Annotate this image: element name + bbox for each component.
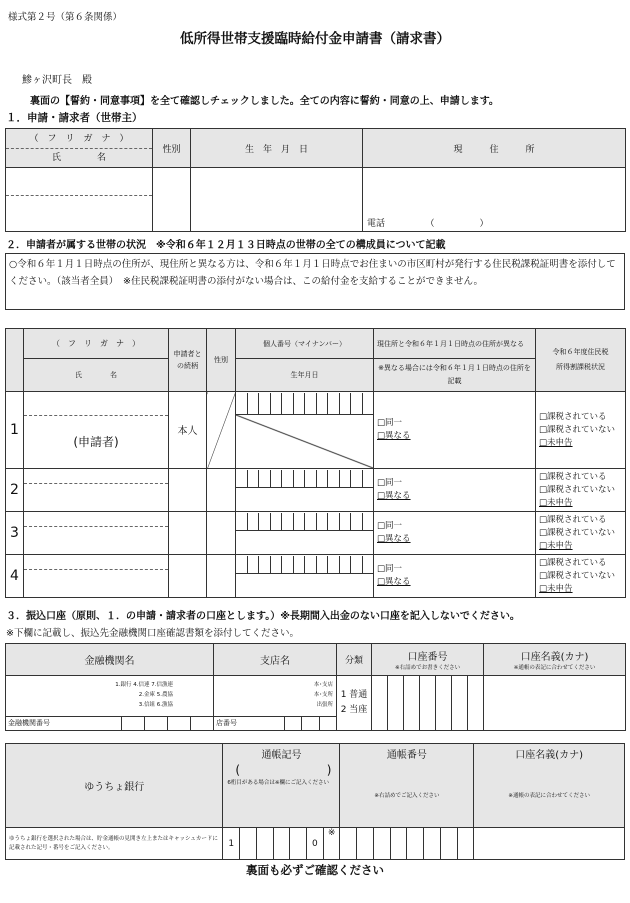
form-title: 低所得世帯支援臨時給付金申請書（請求書） <box>180 31 450 47</box>
holder-field[interactable] <box>484 676 626 731</box>
tsucho-digit[interactable] <box>457 828 474 860</box>
form-number: 様式第２号（第６条関係） <box>8 12 123 23</box>
member-row-1 <box>6 392 626 469</box>
tsucho-digit[interactable] <box>390 828 407 860</box>
addressee: 鯵ヶ沢町長 殿 <box>22 75 92 86</box>
declaration: 裏面の【誓約・同意事項】を全て確認しチェックしました。全ての内容に誓約・同意の上、申請します。 <box>30 96 499 107</box>
branch-number-label: 店番号 <box>216 718 237 727</box>
acct-digit[interactable] <box>452 676 468 731</box>
phone-label: 電話 （ ） <box>367 219 489 229</box>
member-tax-status[interactable]: □課税されている □課税されていない □未申告 <box>536 512 626 555</box>
applicant-birth-field[interactable] <box>191 168 363 232</box>
tsucho-digit[interactable] <box>373 828 390 860</box>
member-address-check[interactable]: □同一 □異なる <box>374 469 536 512</box>
h-tax: 令和６年度住民税所得割課税状況 <box>536 329 626 392</box>
residence-note: ○令和６年１月１日時点の住所が、現住所と異なる方は、令和６年１月１日時点でお住まいの市区町村が発行する住民税課税証明書を添付してください。（該当者全員） ※住民税課税証明書の添付がない場合は、この給付金を支給することができません。 <box>5 253 625 310</box>
member-row-2 <box>6 469 626 512</box>
row-number: 3 <box>6 512 24 555</box>
member-tax-status[interactable]: □課税されている □課税されていない □未申告 <box>536 469 626 512</box>
tsucho-no-header: 通帳番号 ※右詰めでご記入ください <box>340 744 474 828</box>
holder-header: 口座名義(カナ) ※通帳の表記に合わせてください <box>484 644 626 676</box>
member-mynumber-birth[interactable] <box>236 555 374 598</box>
kigo-extra-digit[interactable]: ※ <box>323 828 340 860</box>
h-addr-top: 現住所と令和６年１月１日時点の住所が異なる <box>374 329 536 359</box>
h-gender: 性別 <box>207 329 236 392</box>
member-tax-status[interactable]: □課税されている □課税されていない □未申告 <box>536 392 626 469</box>
applicant-table <box>5 128 626 232</box>
member-relation: 本人 <box>169 392 207 469</box>
household-table <box>5 328 626 598</box>
section1-heading: １．申請・請求者（世帯主） <box>6 112 143 124</box>
birth-header: 生 年 月 日 <box>191 129 363 168</box>
kigo-digit-0: 0 <box>307 828 324 860</box>
tsucho-digit[interactable] <box>340 828 357 860</box>
h-furigana: （ フ リ ガ ナ ） <box>24 329 169 359</box>
gender-header: 性別 <box>153 129 191 168</box>
member-mynumber-birth[interactable] <box>236 469 374 512</box>
h-addr-bottom: ※異なる場合には令和６年１月１日時点の住所を記載 <box>374 359 536 392</box>
acct-digit[interactable] <box>388 676 404 731</box>
section3-note: ※下欄に記載し、振込先金融機関口座確認書類を添付してください。 <box>6 628 299 639</box>
tsucho-digit[interactable] <box>407 828 424 860</box>
acct-digit[interactable] <box>404 676 420 731</box>
member-relation[interactable] <box>169 469 207 512</box>
member-row-3 <box>6 512 626 555</box>
yucho-table <box>5 743 625 860</box>
kigo-digit-1: 1 <box>223 828 240 860</box>
type-header: 分類 <box>337 644 372 676</box>
bank-header: 金融機関名 <box>6 644 214 676</box>
yucho-note: ゆうちょ銀行を選択された場合は、貯金通帳の見開き左上またはキャッシュカードに記載された記号・番号をご記入ください。 <box>6 828 223 860</box>
address-header: 現 住 所 <box>363 129 626 168</box>
tsucho-digit[interactable] <box>357 828 374 860</box>
applicant-address-field[interactable] <box>363 168 626 232</box>
bank-type-options: 1.銀行 4.信連 7.信漁連 2.金庫 5.農協 3.信組 6.漁協 <box>115 681 173 708</box>
kigo-digit[interactable] <box>256 828 273 860</box>
h-name: 氏 名 <box>24 359 169 392</box>
acct-digit[interactable] <box>420 676 436 731</box>
acct-digit[interactable] <box>436 676 452 731</box>
acct-digit[interactable] <box>372 676 388 731</box>
applicant-gender-field[interactable] <box>153 168 191 232</box>
member-gender-field[interactable] <box>207 512 236 555</box>
member-gender-field[interactable] <box>207 555 236 598</box>
applicant-name-field[interactable] <box>6 168 153 232</box>
member-name-field[interactable]: (申請者) <box>24 392 169 469</box>
kigo-digit[interactable] <box>240 828 257 860</box>
member-address-check[interactable]: □同一 □異なる <box>374 555 536 598</box>
yucho-bank-label: ゆうちょ銀行 <box>6 744 223 828</box>
member-relation[interactable] <box>169 555 207 598</box>
branch-header: 支店名 <box>214 644 337 676</box>
kigo-digit[interactable] <box>273 828 290 860</box>
member-row-4 <box>6 555 626 598</box>
section3-heading: ３．振込口座（原則、１．の申請・請求者の口座とします。）※長期間入出金のない口座を記入しないでください。 <box>6 611 520 622</box>
member-address-check[interactable]: □同一 □異なる <box>374 512 536 555</box>
bank-table <box>5 643 626 731</box>
tsucho-digit[interactable] <box>440 828 457 860</box>
member-address-check[interactable]: □同一 □異なる <box>374 392 536 469</box>
kigo-digit[interactable] <box>290 828 307 860</box>
yucho-holder-field[interactable] <box>474 828 625 860</box>
branch-type-options: 本･支店 本･支所 出張所 <box>313 681 333 708</box>
footer-note: 裏面も必ずご確認ください <box>246 863 384 877</box>
kigo-header: 通帳記号 ( ) 6桁目がある場合は※欄にご記入ください <box>223 744 340 828</box>
member-gender-field[interactable] <box>207 392 236 469</box>
row-number: 4 <box>6 555 24 598</box>
row-number: 1 <box>6 392 24 469</box>
member-name-field[interactable] <box>24 512 169 555</box>
bank-number-label: 金融機関番号 <box>8 718 50 727</box>
member-name-field[interactable] <box>24 555 169 598</box>
member-mynumber-birth[interactable] <box>236 512 374 555</box>
h-mynumber: 個人番号（マイナンバー） <box>236 329 374 359</box>
h-birth: 生年月日 <box>236 359 374 392</box>
member-name-field[interactable] <box>24 469 169 512</box>
acct-header: 口座番号 ※右詰めでお書きください <box>372 644 484 676</box>
h-relation: 申請者との続柄 <box>169 329 207 392</box>
member-tax-status[interactable]: □課税されている □課税されていない □未申告 <box>536 555 626 598</box>
branch-name-field[interactable] <box>214 676 337 731</box>
section2-heading: ２．申請者が属する世帯の状況 ※令和６年１２月１３日時点の世帯の全ての構成員について記載 <box>6 240 446 251</box>
member-gender-field[interactable] <box>207 469 236 512</box>
name-header: （ フ リ ガ ナ ） 氏 名 <box>6 129 153 168</box>
acct-digit[interactable] <box>468 676 484 731</box>
row-number: 2 <box>6 469 24 512</box>
account-type-field[interactable]: 1 普通 2 当座 <box>337 676 372 731</box>
member-relation[interactable] <box>169 512 207 555</box>
member-mynumber-birth[interactable] <box>236 392 374 469</box>
bank-name-field[interactable] <box>6 676 214 731</box>
yucho-holder-header: 口座名義(カナ) ※通帳の表記に合わせてください <box>474 744 625 828</box>
tsucho-digit[interactable] <box>424 828 441 860</box>
